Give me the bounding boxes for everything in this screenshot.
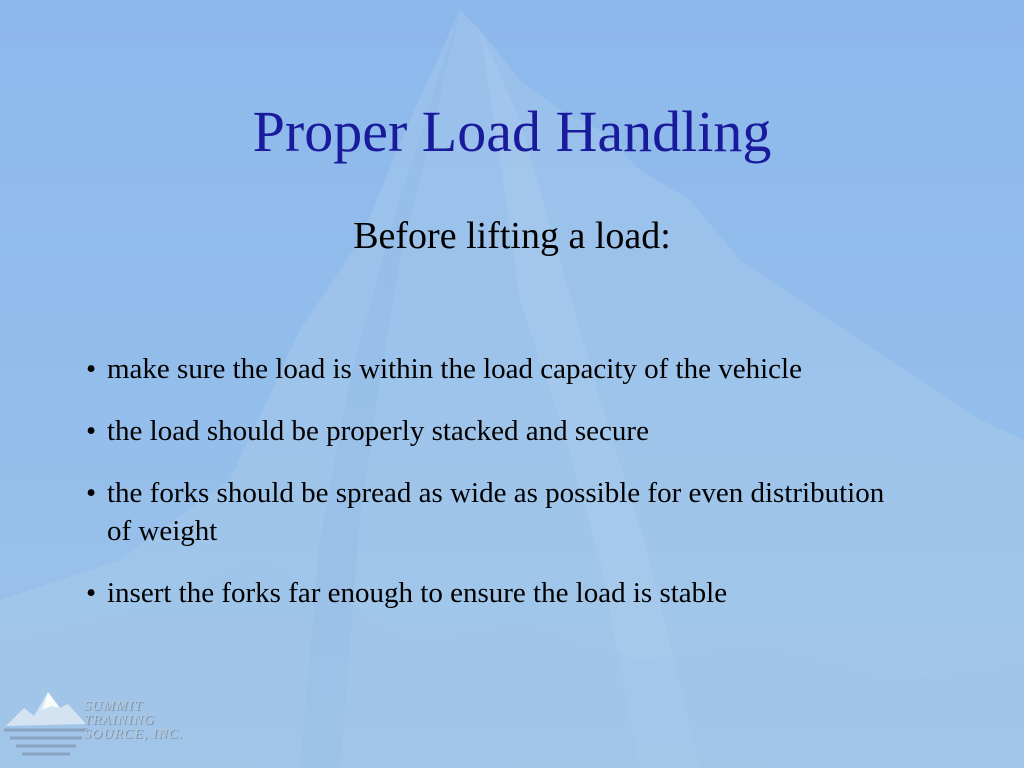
- mountain-logo-icon: [2, 686, 92, 766]
- logo-line: TRAINING: [84, 713, 155, 728]
- bullet-icon: •: [86, 577, 97, 609]
- bullet-item: [86, 574, 986, 612]
- logo-line: SOURCE, INC.: [84, 727, 184, 742]
- bullet-list: [86, 350, 986, 636]
- logo-line: SUMMIT: [84, 699, 143, 714]
- logo-text: [84, 700, 184, 742]
- bullet-item: [86, 474, 897, 550]
- bullet-item: [86, 412, 986, 450]
- slide-subtitle: Before lifting a load:: [353, 215, 671, 257]
- bullet-icon: •: [86, 353, 97, 385]
- bullet-text: make sure the load is within the load capacity of the vehicle: [107, 353, 802, 385]
- bullet-text: the load should be properly stacked and secure: [107, 415, 649, 447]
- bullet-item: [86, 350, 986, 388]
- company-logo: [2, 686, 184, 768]
- bullet-icon: •: [86, 477, 97, 509]
- bullet-text: the forks should be spread as wide as possible for even distribution of weight: [107, 477, 885, 547]
- bullet-icon: •: [86, 415, 97, 447]
- bullet-text: insert the forks far enough to ensure the load is stable: [107, 577, 728, 609]
- slide-title: Proper Load Handling: [252, 99, 772, 164]
